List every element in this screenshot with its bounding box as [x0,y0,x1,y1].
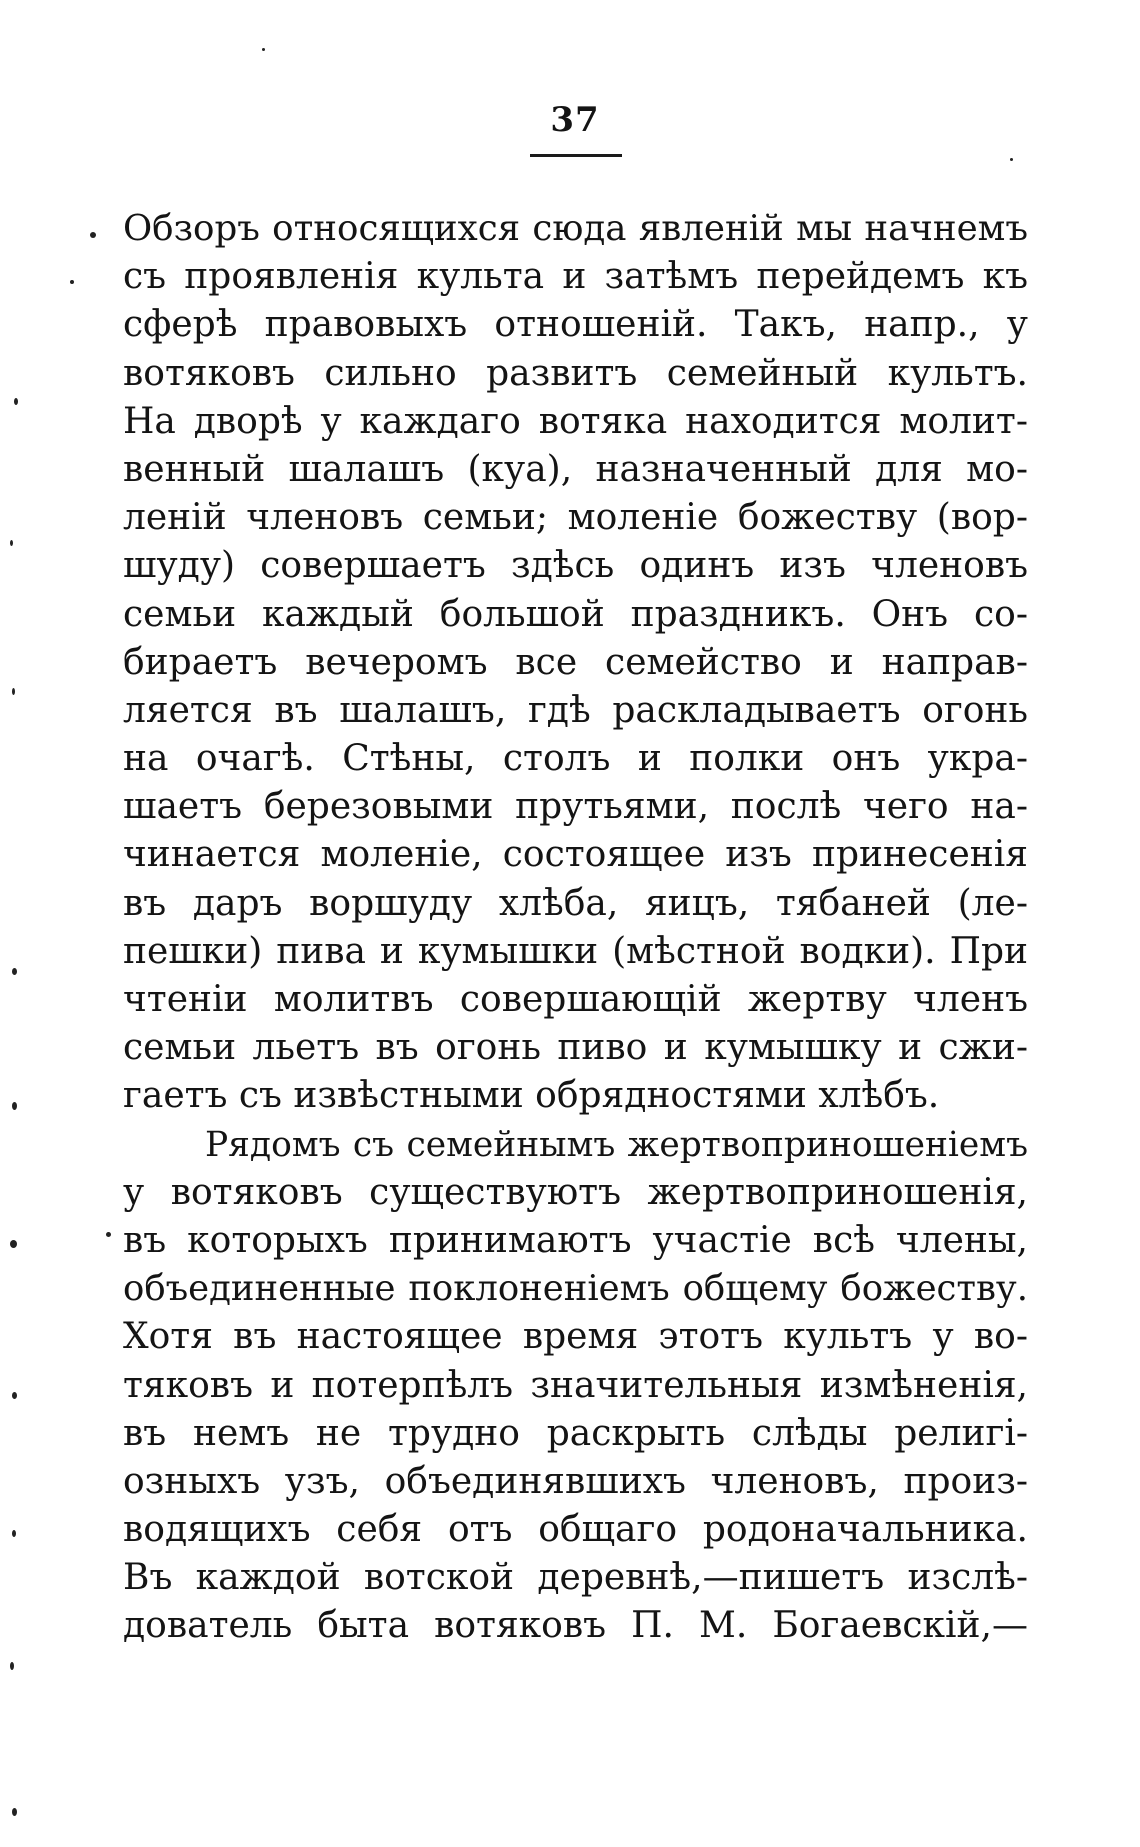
scan-speck [12,968,17,975]
page-number-underline [530,154,622,157]
text-line: шаетъ березовыми прутьями, послѣ чего на- [123,786,1028,828]
text-line: въ которыхъ принимаютъ участіе всѣ члены, [123,1219,1028,1261]
scan-speck [12,688,15,695]
body-text [123,205,1028,1651]
text-line: дователь быта вотяковъ П. М. Богаевскій,— [123,1605,1028,1647]
text-line: гаетъ съ извѣстными обрядностями хлѣбъ. [123,1075,940,1117]
text-line: тяковъ и потерпѣлъ значительныя измѣненія, [123,1364,1028,1406]
scan-speck [12,1808,17,1816]
text-line: озныхъ узъ, объединявшихъ членовъ, произ- [123,1460,1028,1502]
text-line: объединенные поклоненіемъ общему божеству. [123,1268,1028,1310]
text-line: венный шалашъ (куа), назначенный для мо- [123,448,1028,490]
text-line: Въ каждой вотской деревнѣ,—пишетъ изслѣ- [123,1557,1028,1599]
text-line: на очагѣ. Стѣны, столъ и полки онъ укра- [123,738,1028,780]
text-line: въ даръ воршуду хлѣба, яицъ, тябаней (ле- [123,882,1028,924]
text-line: водящихъ себя отъ общаго родоначальника. [123,1509,1028,1551]
text-line: семьи каждый большой праздникъ. Онъ со- [123,593,1028,635]
text-line: шуду) совершаетъ здѣсь одинъ изъ членовъ [123,545,1028,587]
text-line: пешки) пива и кумышки (мѣстной водки). При [123,930,1028,972]
text-line: сферѣ правовыхъ отношеній. Такъ, напр., у [123,304,1028,346]
scan-speck [12,1530,16,1537]
text-line: семьи льетъ въ огонь пиво и кумышку и сжи- [123,1027,1028,1069]
text-line: у вотяковъ существуютъ жертвоприношенія, [123,1171,1028,1213]
text-line: На дворѣ у каждаго вотяка находится молит- [123,400,1028,442]
scan-speck [10,1240,17,1248]
text-line: леній членовъ семьи; моленіе божеству (вор- [123,497,1028,539]
text-line: Хотя въ настоящее время этотъ культъ у во- [123,1316,1028,1358]
text-line: вотяковъ сильно развитъ семейный культъ. [123,352,1028,394]
text-line: ляется въ шалашъ, гдѣ раскладываетъ огонь [123,689,1028,731]
scan-speck [12,1102,17,1110]
paragraph [123,1121,1028,1651]
scan-speck [10,540,13,546]
scan-speck [10,1662,14,1670]
page-number: 37 [550,100,600,140]
text-line: чинается моленіе, состоящее изъ принесенія [123,834,1028,876]
text-line: чтеніи молитвъ совершающій жертву членъ [123,979,1028,1020]
scan-speck [70,280,74,284]
text-line: въ немъ не трудно раскрыть слѣды религі- [123,1412,1028,1454]
scan-speck [106,1232,111,1237]
scan-speck [90,232,96,238]
text-line: бираетъ вечеромъ все семейство и направ- [123,641,1028,683]
scan-speck [262,48,265,51]
text-line: Рядомъ съ семейнымъ жертвоприношеніемъ [205,1124,1028,1165]
scan-speck [12,1392,17,1399]
text-line: съ проявленія культа и затѣмъ перейдемъ къ [123,256,1028,298]
paragraph [123,205,1028,1121]
text-line: Обзоръ относящихся сюда явленій мы начнемъ [123,208,1028,249]
scan-speck [1010,158,1013,161]
scan-speck [14,398,18,405]
